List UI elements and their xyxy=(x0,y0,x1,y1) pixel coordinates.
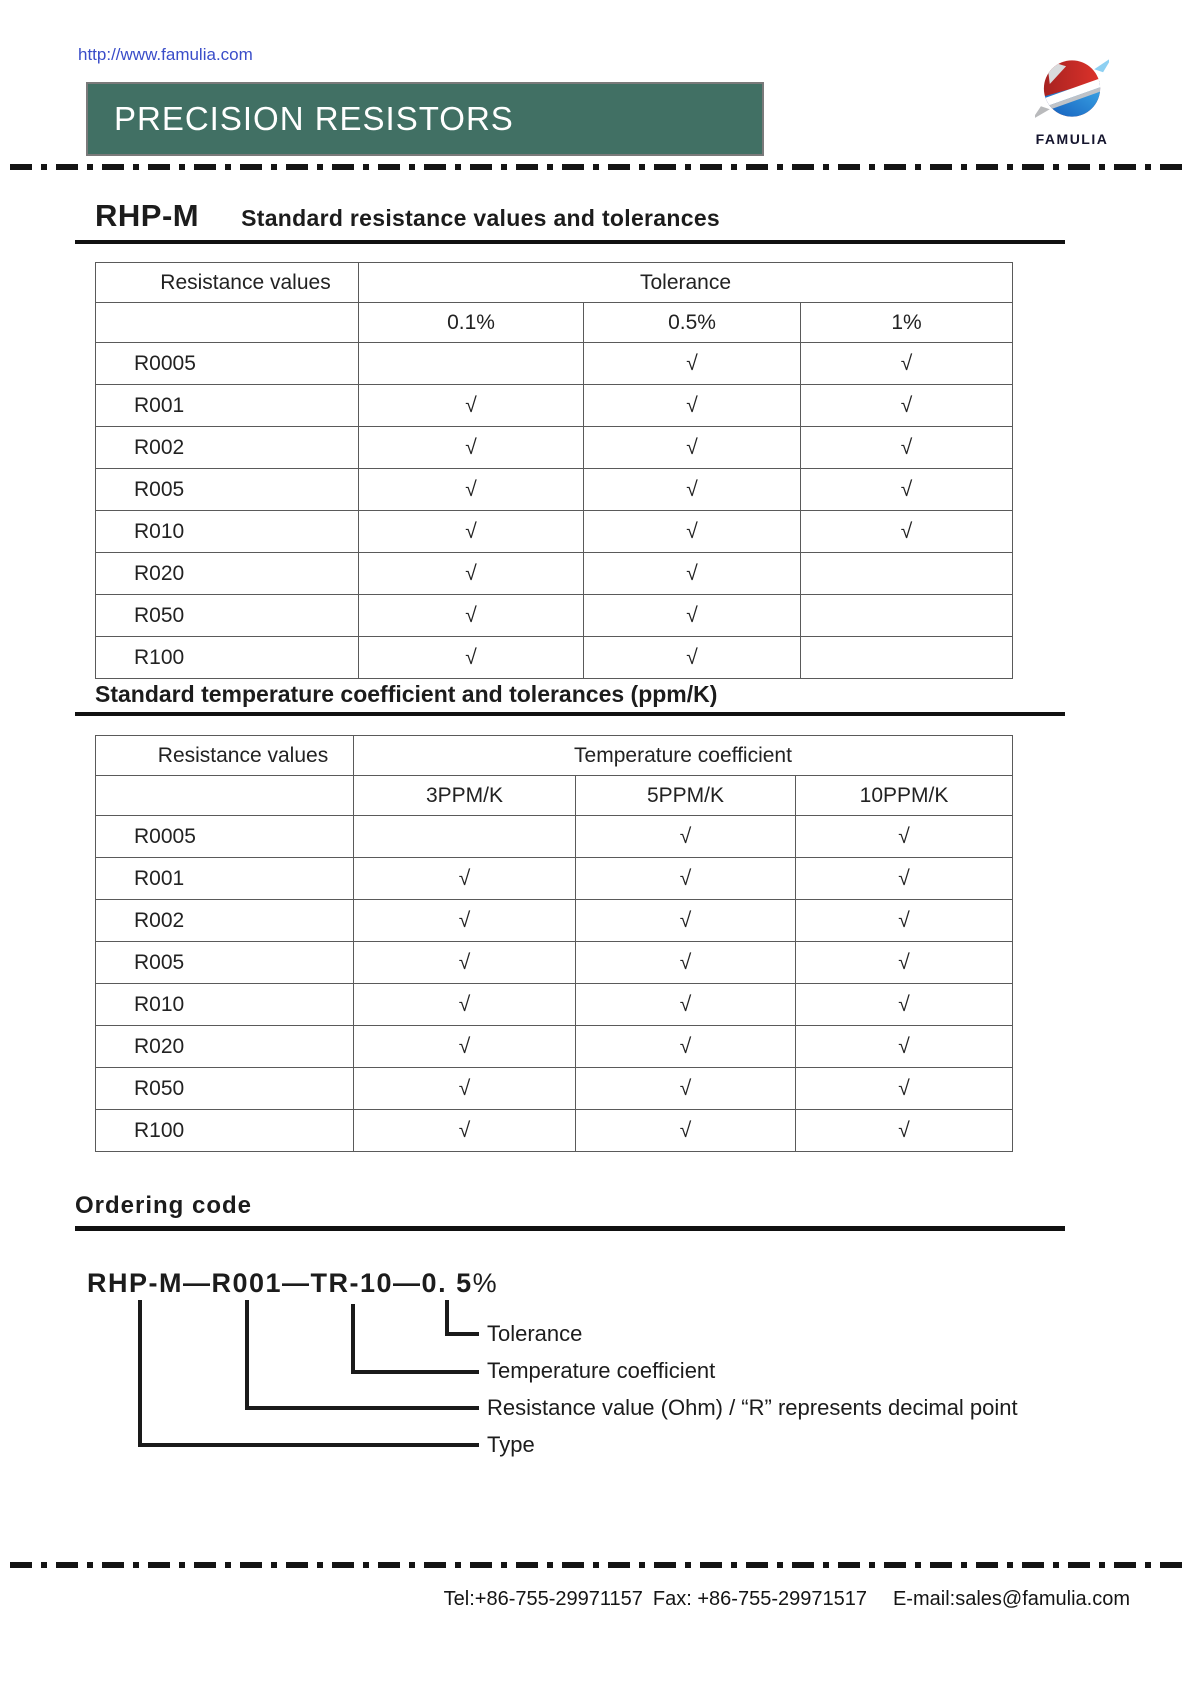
column-header: 1% xyxy=(801,303,1013,343)
table-row xyxy=(96,511,1013,553)
check-mark: √ xyxy=(354,984,576,1026)
check-mark: √ xyxy=(359,469,584,511)
table-row xyxy=(96,343,1013,385)
table-header-row xyxy=(96,736,1013,776)
check-mark: √ xyxy=(354,858,576,900)
dash-dot-divider-top xyxy=(10,164,1190,170)
check-mark: √ xyxy=(359,427,584,469)
check-mark: √ xyxy=(576,1068,796,1110)
empty-cell xyxy=(801,595,1013,637)
column-header: 5PPM/K xyxy=(576,776,796,816)
section1-heading xyxy=(95,198,720,234)
check-mark: √ xyxy=(584,343,801,385)
resistance-value-cell: R010 xyxy=(96,984,354,1026)
resistance-tolerance-table xyxy=(95,262,1013,679)
resistance-value-cell: R005 xyxy=(96,942,354,984)
page-title: PRECISION RESISTORS xyxy=(114,100,514,137)
row-header-cell: Resistance values xyxy=(96,736,354,776)
group-header-cell: Tolerance xyxy=(359,263,1013,303)
column-header: 3PPM/K xyxy=(354,776,576,816)
check-mark: √ xyxy=(576,942,796,984)
resistance-value-cell: R001 xyxy=(96,858,354,900)
table-row xyxy=(96,1110,1013,1152)
resistance-value-cell: R001 xyxy=(96,385,359,427)
table-subheader-row xyxy=(96,303,1013,343)
product-code-heading: RHP-M xyxy=(95,198,200,233)
check-mark: √ xyxy=(801,385,1013,427)
resistance-value-cell: R100 xyxy=(96,637,359,679)
table-row xyxy=(96,816,1013,858)
resistance-value-cell: R0005 xyxy=(96,343,359,385)
logo-wordmark: FAMULIA xyxy=(1035,131,1109,147)
connector-line-type xyxy=(138,1300,142,1447)
table-header-row xyxy=(96,263,1013,303)
check-mark: √ xyxy=(584,553,801,595)
resistance-value-cell: R100 xyxy=(96,1110,354,1152)
check-mark: √ xyxy=(584,595,801,637)
check-mark: √ xyxy=(584,427,801,469)
resistance-value-cell: R002 xyxy=(96,900,354,942)
check-mark: √ xyxy=(359,385,584,427)
resistance-value-cell: R010 xyxy=(96,511,359,553)
table-row xyxy=(96,553,1013,595)
website-url-link[interactable]: http://www.famulia.com xyxy=(78,45,253,64)
empty-header-cell xyxy=(96,776,354,816)
ordering-code-text xyxy=(87,1268,498,1299)
footer-contact xyxy=(444,1588,1130,1611)
ordering-code-main: RHP-M—R001—TR-10—0. 5 xyxy=(87,1268,473,1298)
tolerance-label: Tolerance xyxy=(487,1321,583,1346)
dash-dot-divider-bottom xyxy=(10,1562,1190,1568)
check-mark: √ xyxy=(796,942,1013,984)
resistance-value-cell: R050 xyxy=(96,1068,354,1110)
check-mark: √ xyxy=(584,511,801,553)
resistance-value-cell: R020 xyxy=(96,1026,354,1068)
table-row xyxy=(96,984,1013,1026)
check-mark: √ xyxy=(796,900,1013,942)
check-mark: √ xyxy=(801,511,1013,553)
footer-tel: Tel:+86-755-29971157 xyxy=(443,1588,643,1610)
connector-line-resistance xyxy=(245,1300,249,1410)
resistance-value-cell: R005 xyxy=(96,469,359,511)
section2-title: Standard temperature coefficient and tolerances (ppm/K) xyxy=(95,681,718,707)
type-label: Type xyxy=(487,1432,535,1457)
check-mark: √ xyxy=(801,343,1013,385)
page-title-banner xyxy=(86,82,764,156)
check-mark: √ xyxy=(584,469,801,511)
famulia-logo-icon xyxy=(1035,50,1109,124)
column-header: 0.1% xyxy=(359,303,584,343)
check-mark: √ xyxy=(354,1068,576,1110)
empty-cell xyxy=(801,553,1013,595)
check-mark: √ xyxy=(359,553,584,595)
section1-title: Standard resistance values and tolerances xyxy=(241,205,721,231)
check-mark: √ xyxy=(359,595,584,637)
check-mark: √ xyxy=(354,900,576,942)
check-mark: √ xyxy=(576,858,796,900)
check-mark: √ xyxy=(796,816,1013,858)
check-mark: √ xyxy=(576,900,796,942)
check-mark: √ xyxy=(584,385,801,427)
table-row xyxy=(96,427,1013,469)
check-mark: √ xyxy=(576,1110,796,1152)
check-mark: √ xyxy=(359,511,584,553)
heading-rule xyxy=(75,240,1065,244)
connector-line-tolerance xyxy=(445,1300,449,1336)
table-row xyxy=(96,1068,1013,1110)
company-logo xyxy=(1024,50,1120,147)
check-mark: √ xyxy=(354,942,576,984)
table-row xyxy=(96,1026,1013,1068)
connector-line-tolerance xyxy=(445,1332,479,1336)
check-mark: √ xyxy=(801,469,1013,511)
check-mark: √ xyxy=(576,816,796,858)
table-subheader-row xyxy=(96,776,1013,816)
check-mark: √ xyxy=(796,1110,1013,1152)
check-mark: √ xyxy=(796,858,1013,900)
ordering-code-suffix: % xyxy=(472,1268,499,1298)
table-row xyxy=(96,637,1013,679)
empty-cell xyxy=(801,637,1013,679)
empty-cell xyxy=(354,816,576,858)
table-row xyxy=(96,858,1013,900)
check-mark: √ xyxy=(801,427,1013,469)
column-header: 10PPM/K xyxy=(796,776,1013,816)
table-row xyxy=(96,595,1013,637)
check-mark: √ xyxy=(359,637,584,679)
resistance-value-label: Resistance value (Ohm) / “R” represents decimal point xyxy=(487,1395,1018,1420)
footer-fax: Fax: +86-755-29971517 xyxy=(652,1588,867,1610)
empty-cell xyxy=(359,343,584,385)
check-mark: √ xyxy=(354,1026,576,1068)
temperature-coefficient-label: Temperature coefficient xyxy=(487,1358,716,1383)
row-header-cell: Resistance values xyxy=(96,263,359,303)
ordering-code-title: Ordering code xyxy=(75,1192,253,1219)
resistance-value-cell: R050 xyxy=(96,595,359,637)
connector-line-tempco xyxy=(351,1304,355,1374)
check-mark: √ xyxy=(796,1026,1013,1068)
resistance-value-cell: R0005 xyxy=(96,816,354,858)
connector-line-tempco xyxy=(351,1370,479,1374)
connector-line-resistance xyxy=(245,1406,479,1410)
column-header: 0.5% xyxy=(584,303,801,343)
check-mark: √ xyxy=(796,984,1013,1026)
group-header-cell: Temperature coefficient xyxy=(354,736,1013,776)
check-mark: √ xyxy=(796,1068,1013,1110)
tempco-tolerance-table xyxy=(95,735,1013,1152)
check-mark: √ xyxy=(354,1110,576,1152)
heading-rule xyxy=(75,1226,1065,1231)
check-mark: √ xyxy=(584,637,801,679)
empty-header-cell xyxy=(96,303,359,343)
resistance-value-cell: R002 xyxy=(96,427,359,469)
table-row xyxy=(96,385,1013,427)
check-mark: √ xyxy=(576,984,796,1026)
table-row xyxy=(96,900,1013,942)
table-row xyxy=(96,469,1013,511)
check-mark: √ xyxy=(576,1026,796,1068)
footer-email: E-mail:sales@famulia.com xyxy=(892,1588,1130,1610)
heading-rule xyxy=(75,712,1065,716)
resistance-value-cell: R020 xyxy=(96,553,359,595)
table-row xyxy=(96,942,1013,984)
connector-line-type xyxy=(138,1443,479,1447)
